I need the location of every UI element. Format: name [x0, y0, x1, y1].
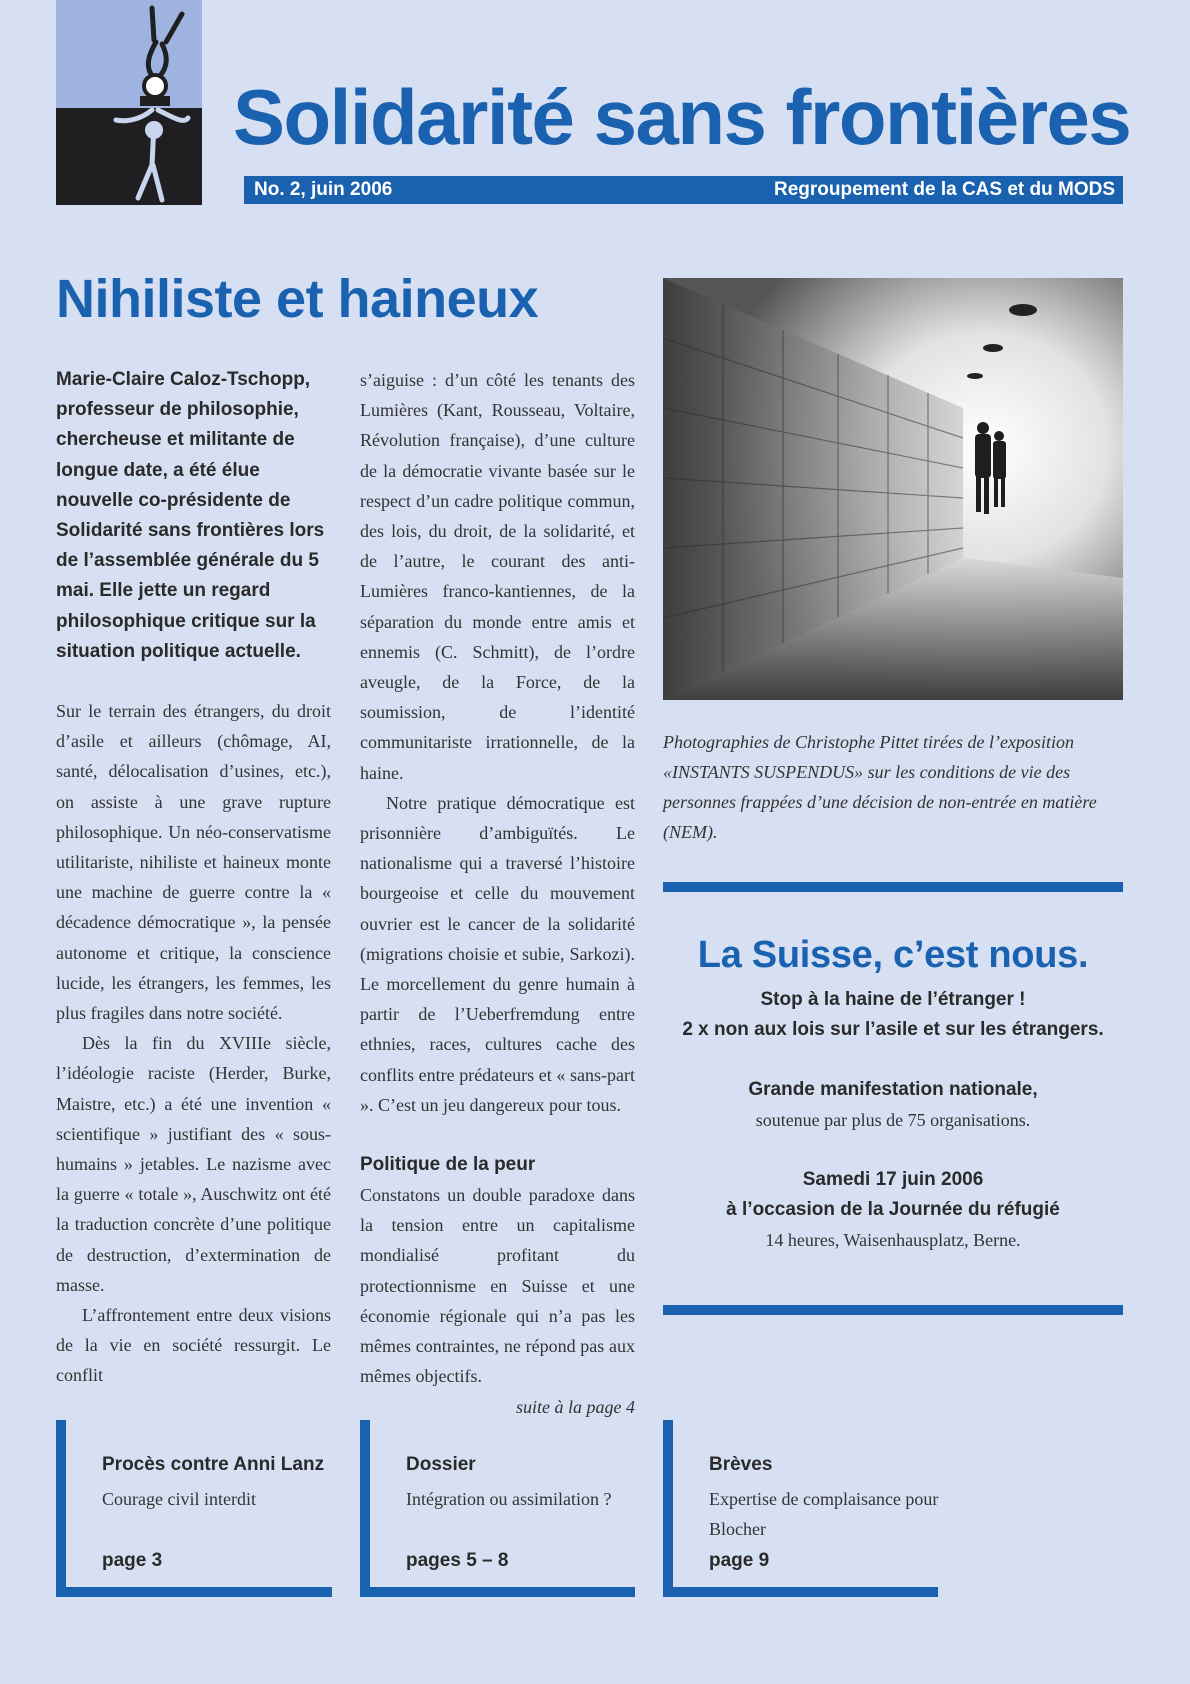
masthead-bar — [244, 176, 1123, 204]
masthead-title: Solidarité sans frontières — [233, 73, 1131, 161]
article-paragraph: Notre pratique démocratique est prisonnière d’ambiguïtés. Le nationalisme qui a traversé l’histoire bourgeoise et celle du mouvement ouvrier est le cancer de la solidarité (migrations choisie et subie, Sarkozi). Le morcellement du genre humain à partir de l’Ueberfremdung entre ethnies, races, cultures cache des conflits entre prédateurs et « sans-part ». C’est un jeu dangereux pour tous. — [360, 792, 635, 1115]
teaser-page[interactable]: page 3 — [102, 1550, 163, 1571]
announcement-line: Grande manifestation nationale, — [748, 1078, 1038, 1100]
continued-link[interactable]: suite à la page 4 — [516, 1396, 635, 1417]
corridor-photo — [663, 278, 1123, 700]
announcement-line: à l’occasion de la Journée du réfugié — [726, 1198, 1060, 1220]
masthead-subtitle: Regroupement de la CAS et du MODS — [774, 179, 1115, 200]
teaser-subtitle: Courage civil interdit — [102, 1489, 256, 1509]
announcement-line: Stop à la haine de l’étranger ! — [760, 988, 1026, 1010]
teaser-box[interactable] — [360, 1420, 635, 1597]
corridor-photo-image — [663, 278, 1123, 700]
article-paragraph: Sur le terrain des étrangers, du droit d’asile et ailleurs (chômage, AI, santé, délocalisation d’usines, etc.), on assiste à une grave rupture philosophique. Un néo-conservatisme utilitariste, nihiliste et haineux monte une machine de guerre contre la « décadence démocratique », la pensée autonome et critique, la conscience lucide, les étrangers, les femmes, les plus fragiles dans notre société. — [56, 701, 331, 1024]
article-column-2 — [360, 365, 635, 1422]
issue-label: No. 2, juin 2006 — [254, 179, 393, 200]
teaser-box[interactable] — [663, 1420, 938, 1597]
article-paragraph: L’affrontement entre deux visions de la vie en société ressurgit. Le conflit — [56, 1305, 331, 1386]
divider-rule — [663, 1305, 1123, 1315]
announcement-title: La Suisse, c’est nous. — [697, 934, 1089, 976]
article-column-1 — [56, 696, 331, 1391]
demonstration-announcement — [663, 935, 1123, 1255]
article-subhead: Politique de la peur — [360, 1154, 536, 1176]
photo-caption: Photographies de Christophe Pittet tirées de l’exposition «INSTANTS SUSPENDUS» sur les conditions de vie des personnes frappées d’une décision de non-entrée en matière (NEM). — [663, 732, 1097, 842]
article-headline: Nihiliste et haineux — [56, 269, 539, 329]
article-paragraph: s’aiguise : d’un côté les tenants des Lumières (Kant, Rousseau, Voltaire, Révolution française), d’une culture de la démocratie vivante basée sur le respect d’un cadre politique commun, des lois, du droit, de la solidarité, et de l’autre, le courant des anti-Lumières franco-kantiennes, de la séparation du monde entre amis et ennemis (C. Schmitt), de l’ordre aveugle, de la Force, de la soumission, de l’identité communitariste irrationnelle, de la haine. — [360, 370, 635, 783]
teaser-title: Dossier — [406, 1454, 476, 1475]
teaser-page[interactable]: page 9 — [709, 1550, 770, 1571]
logo — [56, 0, 202, 205]
announcement-location: 14 heures, Waisenhausplatz, Berne. — [765, 1229, 1021, 1250]
divider-rule — [663, 882, 1123, 892]
announcement-line: 2 x non aux lois sur l’asile et sur les étrangers. — [682, 1018, 1104, 1040]
teaser-box[interactable] — [56, 1420, 332, 1597]
announcement-line: soutenue par plus de 75 organisations. — [755, 1109, 1031, 1130]
article-lede: Marie-Claire Caloz-Tschopp, professeur de philosophie, chercheuse et militante de longue date, a été élue nouvelle co-présidente de Solidarité sans frontières lors de l’assemblée générale du 5 mai. Elle jette un regard philosophique critique sur la situation politique actuelle. — [56, 369, 325, 662]
figure-logo-icon — [56, 0, 202, 205]
teaser-subtitle: Intégration ou assimilation ? — [406, 1489, 612, 1509]
article-paragraph: Constatons un double paradoxe dans la tension entre un capitalisme mondialisé profitant du protectionnisme en Suisse et une économie régionale qui n’a pas les mêmes contraintes, ne répond pas aux mêmes objectifs. — [360, 1185, 635, 1387]
article-paragraph: Dès la fin du XVIIIe siècle, l’idéologie raciste (Herder, Burke, Maistre, etc.) a été une invention « scientifique » justifiant des « sous-humains » jetables. Le nazisme avec la guerre « totale », Auschwitz ont été la traduction concrète d’une politique de destruction, d’extermination de masse. — [56, 1033, 331, 1295]
teaser-title: Procès contre Anni Lanz — [102, 1454, 325, 1475]
announcement-date: Samedi 17 juin 2006 — [802, 1168, 984, 1190]
teaser-subtitle: Expertise de complaisance pour Blocher — [709, 1489, 939, 1539]
teaser-page[interactable]: pages 5 – 8 — [406, 1550, 509, 1571]
teaser-title: Brèves — [709, 1454, 773, 1475]
